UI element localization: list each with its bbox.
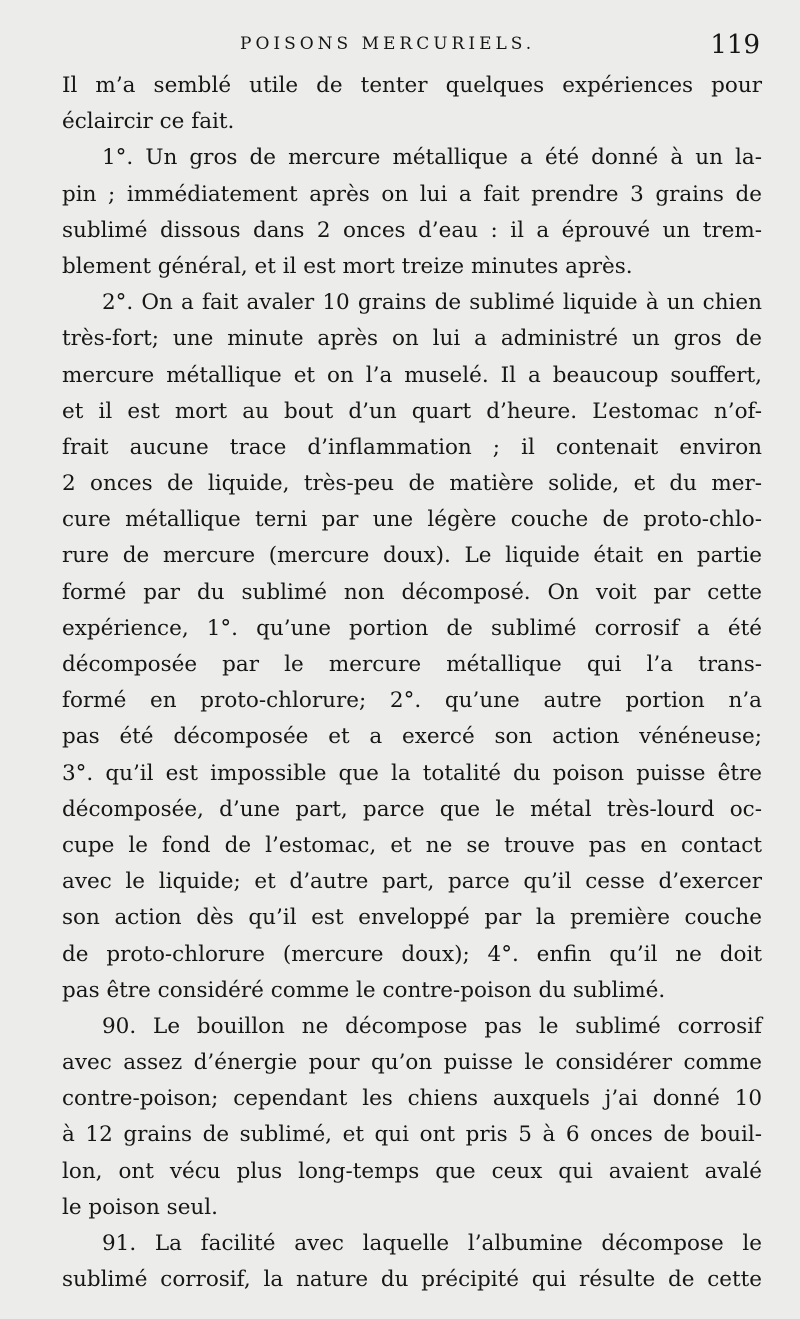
text-line: de proto-chlorure (mercure doux); 4°. enfin qu’il ne doit [62, 941, 762, 967]
text-line: 3°. qu’il est impossible que la totalité du poison puisse être [62, 760, 762, 786]
text-line: rure de mercure (mercure doux). Le liquide était en partie [62, 543, 762, 569]
text-line: 90. Le bouillon ne décompose pas le sublimé corrosif [102, 1013, 762, 1039]
text-line: avec assez d’énergie pour qu’on puisse le considérer comme [62, 1050, 762, 1076]
text-line: sublimé dissous dans 2 onces d’eau : il a éprouvé un trem- [62, 217, 762, 243]
text-line: lon, ont vécu plus long-temps que ceux qui avaient avalé [62, 1158, 762, 1184]
text-line: très-fort; une minute après on lui a administré un gros de [62, 326, 762, 352]
text-line: éclaircir ce fait. [62, 109, 235, 135]
page-number: 119 [710, 30, 760, 60]
text-line: décomposée par le mercure métallique qui l’a trans- [62, 652, 762, 677]
text-line: pin ; immédiatement après on lui a fait prendre 3 grains de [62, 181, 762, 207]
text-line: le poison seul. [62, 1194, 218, 1220]
text-line: 91. La facilité avec laquelle l’albumine décompose le [102, 1231, 762, 1256]
text-line: formé en proto-chlorure; 2°. qu’une autre portion n’a [62, 688, 762, 714]
text-line: expérience, 1°. qu’une portion de sublimé corrosif a été [62, 615, 762, 641]
text-line: pas été décomposée et a exercé son action vénéneuse; [62, 724, 762, 750]
text-line: décomposée, d’une part, parce que le métal très-lourd oc- [62, 796, 762, 822]
text-line: son action dès qu’il est enveloppé par la première couche [62, 905, 762, 931]
text-line: à 12 grains de sublimé, et qui ont pris 5 à 6 onces de bouil- [62, 1122, 762, 1148]
text-line: formé par du sublimé non décomposé. On voit par cette [62, 579, 762, 605]
text-line: pas être considéré comme le contre-poison du sublimé. [62, 977, 666, 1003]
text-line: blement général, et il est mort treize minutes après. [62, 253, 633, 279]
text-line: cupe le fond de l’estomac, et ne se trouve pas en contact [62, 832, 762, 858]
text-line: 1°. Un gros de mercure métallique a été donné à un la- [102, 145, 762, 171]
text-line: avec le liquide; et d’autre part, parce qu’il cesse d’exercer [62, 869, 762, 895]
text-line: 2 onces de liquide, très-peu de matière solide, et du mer- [62, 471, 762, 497]
text-line: Il m’a semblé utile de tenter quelques expériences pour [62, 73, 762, 98]
text-line: mercure métallique et on l’a muselé. Il a beaucoup souffert, [62, 362, 762, 388]
text-line: contre-poison; cependant les chiens auxquels j’ai donné 10 [62, 1086, 762, 1112]
text-line: cure métallique terni par une légère couche de proto-chlo- [62, 507, 762, 533]
text-line: et il est mort au bout d’un quart d’heure. L’estomac n’of- [62, 398, 762, 424]
body-text [62, 68, 762, 1298]
text-line: sublimé corrosif, la nature du précipité qui résulte de cette [62, 1267, 762, 1293]
text-line: 2°. On a fait avaler 10 grains de sublimé liquide à un chien [102, 290, 762, 316]
running-head [62, 30, 764, 60]
running-title: POISONS MERCURIELS. [240, 34, 536, 54]
text-line: frait aucune trace d’inflammation ; il contenait environ [62, 434, 762, 460]
